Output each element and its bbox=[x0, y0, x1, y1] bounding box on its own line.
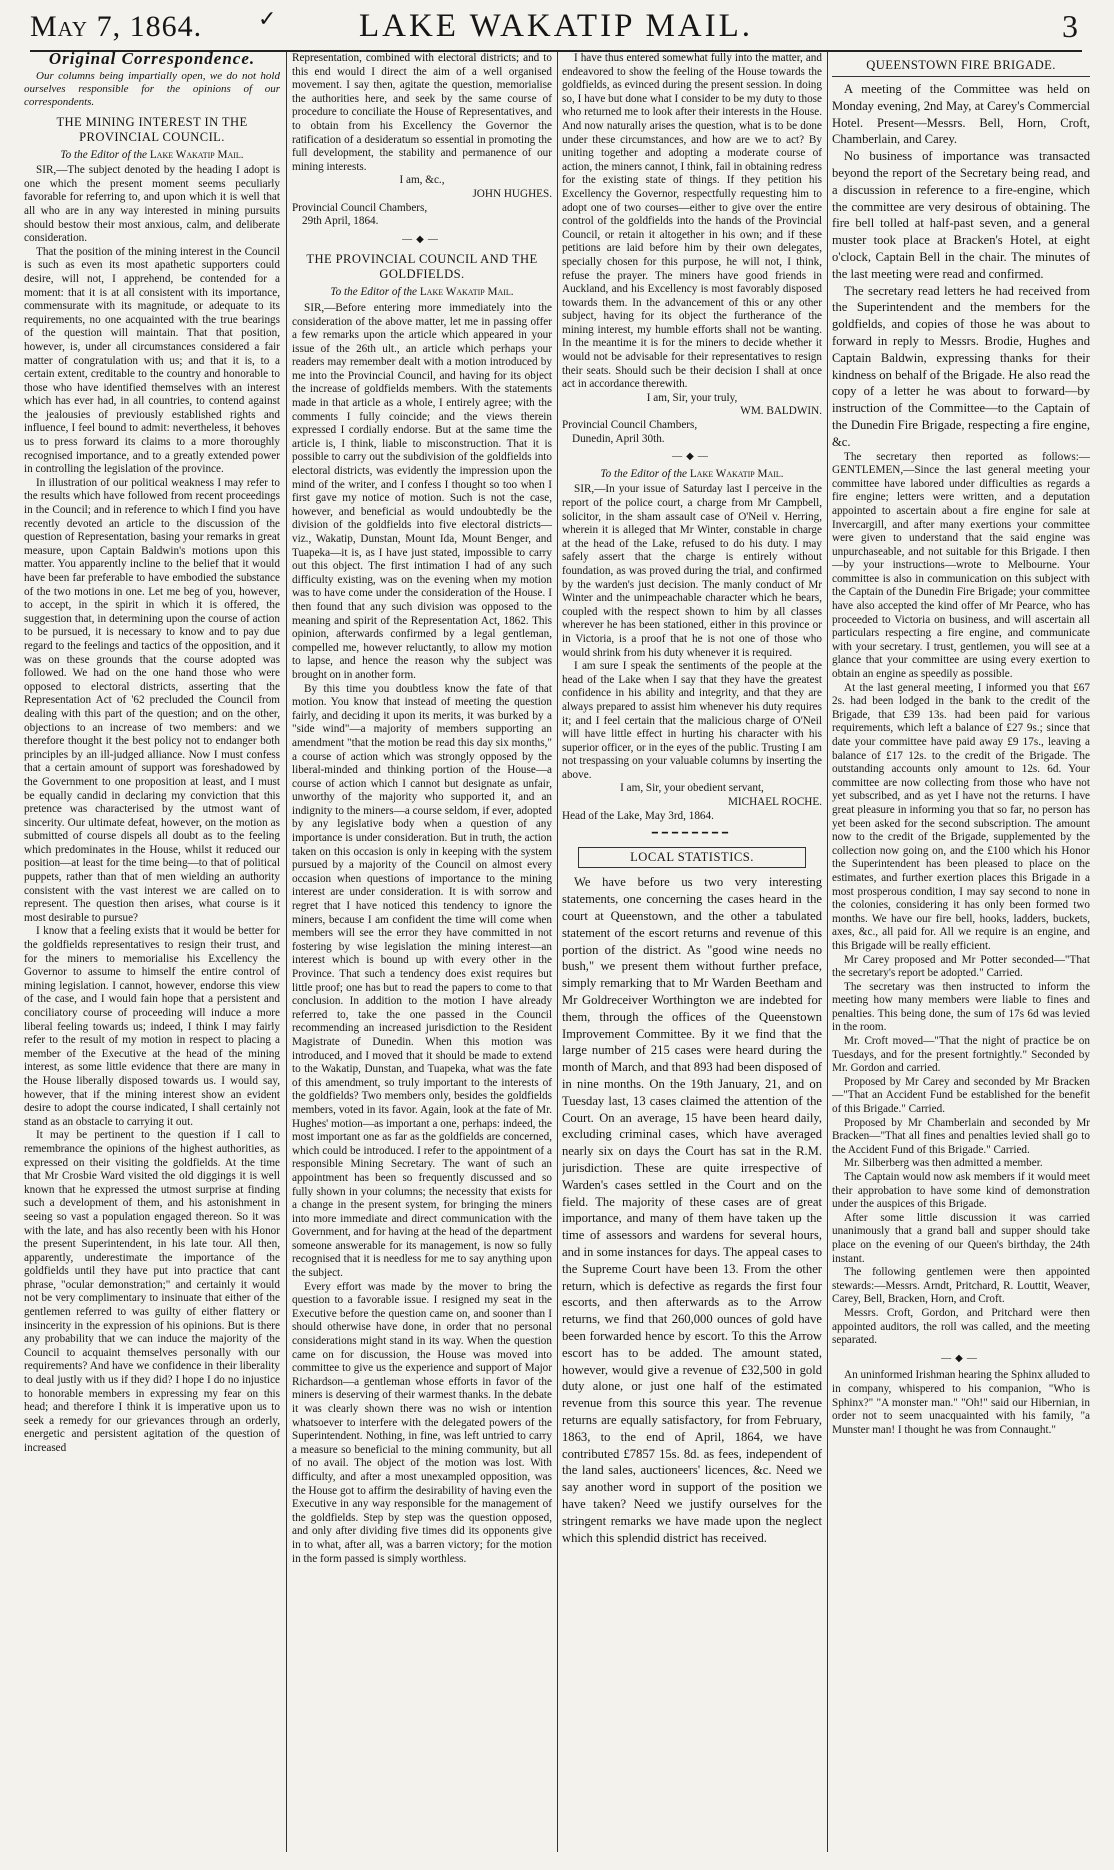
article-title: LOCAL STATISTICS. bbox=[578, 847, 806, 869]
letter-closing: I am, &c., bbox=[399, 174, 445, 187]
column-rule bbox=[286, 52, 287, 1852]
article-paragraph: SIR,—In your issue of Saturday last I perceive in the report of the police court, a charge from Mr Campbell, solicitor, in the sham assault case of O'Neil v. Herring, wherein it is alleged that Mr Winter, constable in charge at the head of the Lake, refused to do his duty. I may safely assert that the charge is entirely without foundation, as was proved during the trial, and confirmed by the warden's just decision. The manly conduct of Mr Winter and the unimpeachable character which he bears, coupled with the respect shown to him by all classes wherever he has been stationed, either in this province or in Victoria, is a proof that he is not one of those who would shrink from his duty whenever it is required. bbox=[562, 483, 822, 659]
divider: —◆— bbox=[941, 1352, 981, 1364]
article-title: THE MINING INTEREST IN THE PROVINCIAL COUNCIL. bbox=[56, 114, 248, 144]
article-paragraph: Mr. Silberberg was then admitted a member. bbox=[844, 1157, 1043, 1170]
to-editor-text: To the Editor of the bbox=[600, 467, 688, 480]
article-paragraph: I know that a feeling exists that it would be better for the goldfields representatives to resign their trust, and for the miners to memorialise his Excellency the Governor to assume to himself the entire control of mining legislation. I cannot, however, endorse this view of the case, and I would fain hope that a persistent and conciliatory course of proceeding will induce a more liberal feeling towards us; indeed, I think I may fairly refer to the result of my motion in respect to placing a member of the Executive at the head of the mining interest, as some little evidence that there are many in the House liberally disposed towards us. I would say, however, that if the mining interest show an evident desire to adopt the course indicated, I shall certainly not stand as an obstacle to carrying it out. bbox=[24, 925, 280, 1128]
divider: ━━━━━━━━ bbox=[651, 828, 733, 840]
article-paragraph: Proposed by Mr Carey and seconded by Mr Bracken—"That an Accident Fund be established for the benefit of this Brigade." Carried. bbox=[832, 1075, 1090, 1116]
article-paragraph: The secretary then reported as follows:—GENTLEMEN,—Since the last general meeting your committee have labored under difficulties as regards a fire engine; letters were written, and a deputation appointed to ascertain about a fire engine for sale at Invercargill, and after many exertions your committee were given to understand that the said engine was unpurchaseable, and not suitable for this Brigade. I then—by your instructions—wrote to Melbourne. Your committee is also in communication on this subject with the Captain of the Dunedin Fire Brigade; your committee have also accepted the kind offer of Mr Pearce, who has proceeded to Victoria on business, and will ascertain all particulars respecting a fire engine, and communicate with your secretary. I trust, gentlemen, you will see at a glance that your committee are using every exertion to obtain an engine as speedily as possible. bbox=[832, 450, 1090, 681]
article-paragraph: No business of importance was transacted beyond the report of the Secretary being read, and a discussion in reference to a fire-engine, which the committee are very desirous of obtaining. The fire bell tolled at half-past seven, and a general muster took place at Bracken's Hotel, at eight o'clock, Captain Bell in the chair. The minutes of the last meeting were read and confirmed. bbox=[832, 149, 1090, 281]
article-paragraph: A meeting of the Committee was held on Monday evening, 2nd May, at Carey's Commercial Hotel. Present—Messrs. Bell, Horn, Croft, Chamberlain, and Carey. bbox=[832, 82, 1090, 147]
letter-signature: MICHAEL ROCHE. bbox=[727, 796, 822, 809]
article-body bbox=[832, 81, 1090, 1348]
to-editor-text: To the Editor of the bbox=[60, 148, 148, 161]
article-body bbox=[24, 164, 280, 1455]
letter-date: 29th April, 1864. bbox=[302, 215, 379, 228]
page-number: 3 bbox=[1062, 8, 1078, 44]
column-rule bbox=[827, 52, 828, 1852]
editorial-disclaimer: Our columns being impartially open, we do not hold ourselves responsible for the opinions of our correspondents. bbox=[24, 69, 280, 108]
masthead bbox=[30, 6, 1082, 52]
article-continuation: Representation, combined with electoral districts; and to this end would I direct the aim of a well organised movement. I say then, agitate the question, memorialise the authorities here, and seek by the same course of procedure to conciliate the House of Representatives, and to obtain from his Excellency the Governor the ratification of a desideratum so essential in promoting the full development, the stability and permanence of our mining interests. bbox=[292, 52, 552, 173]
column-1 bbox=[24, 52, 280, 1852]
article-paragraph: Proposed by Mr Chamberlain and seconded by Mr Bracken—"That all fines and penalties levied shall go to the Accident Fund of this Brigade." Carried. bbox=[832, 1116, 1090, 1156]
newspaper-title: LAKE WAKATIP MAIL. bbox=[358, 8, 754, 44]
article-paragraph: The secretary read letters he had received from the Superintendent and the members for the goldfields, and copies of those he was about to forward in reply to Messrs. Brodie, Hughes and Captain Baldwin, expressing thanks for their kindness on behalf of the Brigade. He also read the copy of a letter he was about to forward—by instruction of the Committee—to the Captain of the Dunedin Fire Brigade, respecting a fire engine, &c. bbox=[832, 283, 1090, 449]
article-paragraph: Every effort was made by the mover to bring the question to a favorable issue. I resigned my seat in the Executive before the question came on, and sooner than I should otherwise have done, in order that no personal considerations might stand in its way. When the question came on for discussion, the House was moved into committee to give us the experience and support of Major Richardson—a gentleman whose efforts in favor of the miners is deserving of their warmest thanks. In the debate it was clearly shown there was no wish or intention whatsoever to interfere with the delegated powers of the Superintendent. Nothing, in fine, was left untried to carry a measure so beneficial to the mining community, but all of no avail. The object of the motion was lost. With difficulty, and after a most unexampled opposition, was the House got to affirm the desirability of having even the Executive in any way responsible for the management of the goldfields. Step by step was the question opposed, and only after dividing five times did its opponents give in to what, after all, was a barren victory; for the motion in the form passed is simply worthless. bbox=[292, 1280, 552, 1565]
letter-place: Provincial Council Chambers, bbox=[292, 201, 428, 214]
article-title: QUEENSTOWN FIRE BRIGADE. bbox=[832, 58, 1090, 77]
column-3 bbox=[562, 52, 822, 1852]
article-title: THE PROVINCIAL COUNCIL AND THE GOLDFIELDS. bbox=[306, 252, 538, 282]
ink-mark: ✓ bbox=[258, 6, 277, 31]
column-4 bbox=[832, 52, 1090, 1852]
divider: —◆— bbox=[672, 451, 712, 463]
letter-signature: WM. BALDWIN. bbox=[740, 405, 822, 418]
article-paragraph: Mr. Croft moved—"That the night of practice be on Tuesdays, and for the present fortnightly." Seconded by Mr. Gordon and carried. bbox=[832, 1035, 1090, 1075]
article-paragraph: That the position of the mining interest in the Council is such as even its most apathetic supporters could desire, will not, I apprehend, be contended for a moment: that it is at all consistent with its importance, commensurate with its magnitude, or adequate to its requirements, no one acquainted with the true bearings of the question will maintain. That that position, however, is, under all circumstances considered a fair matter of congratulation with us; and that it is, to a certain extent, creditable to the country and honorable to those who have identified themselves with an interest which has ever had, in all countries, to contend against the jealousies of previously established rights and influence, I feel bound to admit: nevertheless, it behoves us to press forward its claims to a more thoroughly recognised importance, and to a greatly extended power in controlling the legislation of the province. bbox=[24, 245, 280, 476]
paper-name: Lake Wakatip Mail. bbox=[419, 286, 514, 299]
editor-salutation bbox=[562, 468, 822, 482]
letter-signature: JOHN HUGHES. bbox=[472, 187, 552, 200]
article-paragraph: SIR,—The subject denoted by the heading I adopt is one which the present moment seems peculiarly favorable for referring to, and upon which it is well that all who are in any way interested in mining pursuits should bestow their most anxious, calm, and deliberate consideration. bbox=[24, 164, 280, 245]
article-paragraph: By this time you doubtless know the fate of that motion. You know that instead of meeting the question fairly, and deciding it upon its merits, it was burked by a "side wind"—a majority of members supporting an amendment "that the motion be read this day six months," a course of action which was strongly opposed by the liberal-minded and thinking portion of the House—a course of action which I cannot but designate as unfair, unworthy of the majority who supported it, and an indignity to the miners—a course seldom, if ever, adopted by any legislative body when a question of any importance is under consideration. But in truth, the action taken on this occasion is only in keeping with the system pursued by a majority of the Council on almost every occasion when questions of importance to the mining interest are under consideration. It is with sorrow and regret that I have noticed this tendency to ignore the miners, because I am confident the time will come when members will see the error they have committed in not fostering by wise legislation the mining interest—an interest which is bound up with every other in the Province. That such a tendency does exist requires but little proof; one has but to read the papers to come to that conclusion. In addition to the motion I have already referred to, take the one passed in the Council recommending an increased jurisdiction to the Resident Magistrate of Dunedin. When this motion was introduced, and I moved that it should be made to extend to the Wakatip, Dunstan, and Tuapeka, what was the fate of this amendment, so truly important to the interests of the goldfields? Two members only, besides the goldfields members, voted in its favor. Again, look at the fate of Mr. Hughes' motion—as important a one, perhaps: indeed, the most important one as far as the goldfields are concerned, which could be introduced. I refer to the appointment of a responsible Mining Secretary. The want of such an appointment has been so frequently discussed and so fully shown in your columns; the necessity that exists for a change in the present system, for bringing the miners into more immediate and direct communication with the Government, and for having at the head of the department someone answerable for its management, is now so fully recognised that it is needless for me to say anything upon the subject. bbox=[292, 682, 552, 1280]
paper-name: Lake Wakatip Mail. bbox=[689, 467, 784, 480]
anecdote-paragraph: An uninformed Irishman hearing the Sphinx alluded to in company, whispered to his companion, "Who is Sphinx?" "A monster man." "Oh!" said our Hibernian, in order not to seem unacquainted with his family, "a Munster man! I thought he was from Connaught." bbox=[832, 1369, 1090, 1436]
letter-place: Provincial Council Chambers, bbox=[562, 419, 698, 432]
article-paragraph: SIR,—Before entering more immediately into the consideration of the above matter, let me in passing offer a few remarks upon the article which appeared in your issue of the 26th ult., an article which perhaps your readers may remember dealt with a motion introduced by me into the Provincial Council, and having for its object the increase of goldfields members. With the statements made in that article as a whole, I entirely agree; with the comments I fully coincide; and the views therein expressed I cordially endorse. But at the same time the article is, I think, liable to misconstruction. That it is possible to carry out the subdivision of the goldfields into electoral districts, was evidently the impression upon the mind of the writer, and I confess I thought so too when I first gave my notice of motion. Such is not the case, however, and beneficial as would undoubtedly be the division of the goldfields into five electoral districts—viz., Wakatip, Dunstan, Mount Ida, Mount Benger, and Tuapeka—it is, as I have just stated, impossible to carry out this object. The first intimation I had of any such difficulty existing, was on the evening when my motion was to have come under the consideration of the House. I then found that any such division was opposed to the meaning and spirit of the Representation Act, 1862. This opinion, afterwards confirmed by a legal gentleman, compelled me, however reluctantly, to allow my motion to lapse, and hence the reason why the subject was brought on in another form. bbox=[292, 301, 552, 681]
article-paragraph: I have thus entered somewhat fully into the matter, and endeavored to show the feeling of the House towards the goldfields, as evinced during the present session. In doing so, I have but done what I consider to be my duty to those who returned me to look after their interests in the House. And now naturally arises the question, what is to be done under these circumstances, and how are we to act? By uniting together and adopting a moderate course of action, the miners cannot, I think, fail in obtaining redress for the existing state of things. If they petition his Excellency the Governor, respectfully requesting him to adopt one of two courses—either to give over the entire control of the goldfields into the hands of the Provincial Council, or retain it altogether in his own; and if these petitions are laid before him by their own delegates, specially chosen for this purpose, he will not, I think, refuse the prayer. The miners have good friends in Auckland, and his Excellency is most favorably disposed towards them. In the advancement of this or any other subject, having for its object the furtherance of the mining interest, my humble efforts shall not be wanting. In the meantime it is for the miners to decide whether it would not be advisable for their representatives to resign their seats. Should such be their decision I shall at once act in accordance therewith. bbox=[562, 52, 822, 391]
section-title: Original Correspondence. bbox=[48, 52, 256, 68]
column-2 bbox=[292, 52, 552, 1852]
letter-closing: I am, Sir, your truly, bbox=[646, 391, 738, 404]
paper-name: Lake Wakatip Mail. bbox=[149, 148, 244, 161]
article-paragraph: I am sure I speak the sentiments of the people at the head of the Lake when I say that they have the greatest confidence in his ability and integrity, and that they are always prepared to assist him whenever his duty requires it; and I feel certain that the malicious charge of O'Neil will have little effect in hurting his character with his superior officer, or in the eyes of the public. Trusting I am not trespassing on your valuable columns by inserting the above. bbox=[562, 660, 822, 781]
divider: —◆— bbox=[402, 233, 442, 245]
letter-closing: I am, Sir, your obedient servant, bbox=[620, 782, 764, 795]
article-paragraph: It may be pertinent to the question if I call to remembrance the opinions of the highest authorities, as expressed on their visiting the goldfields. At the time that Mr Crosbie Ward visited the old diggings it is well known that he expressed the utmost surprise at finding such a development of them, and his astonishment in seeing so vast a population engaged thereon. So it was with the late, and has also recently been with his Honor the present Superintendent, in his late tour. All then, apparently, underestimate the importance of the goldfields until they have put into practice that cant phrase, "ocular demonstration;" and certainly it would not be very complimentary to insinuate that either of the gentlemen referred to was guilty of either flattery or insincerity in the expression of his opinions. But is there any probability that we can induce the majority of the Council to acquaint themselves personally with our requirements? And have we confidence in their liberality to deal justly with us if they did? I hope I do no injustice to honorable members in expressing my fear on this head; and therefore I think it is imperative upon us to seek a remedy for our grievances through an orderly, energetic and persistent agitation of the question of increased bbox=[24, 1129, 280, 1454]
letter-date: Dunedin, April 30th. bbox=[572, 432, 665, 445]
article-paragraph: We have before us two very interesting statements, one concerning the cases heard in the court at Queenstown, and the other a tabulated statement of the escort returns and revenue of this portion of the district. As "good wine needs no bush," we present them without further preface, simply remarking that to Mr Warden Beetham and Mr Goldreceiver Worthington we are indebted for them, through the offices of the Queenstown Improvement Committee. By it we find that the large number of 215 cases were heard during the month of March, and that 893 had been disposed of in nine months. On the 19th January, 21, and on Tuesday last, 13 cases claimed the attention of the Court. On an average, 15 have been heard daily, excluding criminal cases, which have averaged nearly six on days the Court has sat in the R.M. jurisdiction. These are quite irrespective of Warden's cases settled in the Court and on the field. The majority of these cases are of great importance, and many of them have taken up the time of assessors and wardens for several hours, and in some instances for days. The appeal cases to the Supreme Court have been 13. From the other return, which is defective as regards the first four escorts, and then afterwards as to the Arrow returns, we find that 260,000 ounces of gold have been forwarded hence by escort. To this the Arrow escort has to be added. The amount stated, however, would give a revenue of £32,500 in gold duty alone, or just one half of the estimated revenue from this source this year. The revenue returns are equally satisfactory, for from February, 1863, to the end of April, 1864, we have contributed £7857 15s. 8d. as fees, independent of the land sales, auctioneers' licences, &c. Need we say another word in support of the position we have taken? Need we justify ourselves for the stringent remarks we have made upon the neglect which this splendid district has received. bbox=[562, 875, 822, 1545]
article-paragraph: At the last general meeting, I informed you that £67 2s. had been lodged in the bank to the credit of the Brigade, that £39 13s. had been paid for various requirements, which left a balance of £27 9s.; since that date your committee have paid away £9 17s., leaving a balance of £17 12s. to the credit of the Brigade. The outstanding accounts only amount to 12s. 6d. Your committee are now collecting from those who have not yet subscribed, and as yet I have not the returns. I have great pleasure in informing you that so far, no person has yet been asked for the second subscription. The amount now to the credit of the Brigade, supplemented by the collection now going on, and the £100 which his Honor the Superintendent has been pleased to place on the estimates, and further exertion places this Brigade in a most prosperous condition, I may say second to none in the colonies, considering it has only been formed two months. We have our fire bell, hooks, ladders, buckets, axes, &c., all paid for. All we require is an engine, and this Brigade will be really efficient. bbox=[832, 681, 1090, 952]
article-paragraph: In illustration of our political weakness I may refer to the results which have followed from recent proceedings in the Council; and in reference to which I find you have recently devoted an article to the discussion of the question of Representation, basing your remarks in great measure, upon Captain Baldwin's motions upon this matter. You apparently incline to the belief that it would have been far preferable to have embodied the substance of the two motions in one. Let me beg of you, however, to accept, in the spirit in which it is offered, the suggestion that, in determining upon the course of action to be pursued, it is necessary to know and to pay due regard to the feelings and tactics of the opposition, and it was on these grounds that the course adopted was followed. We had on the one hand those who were opposed to electoral districts, asserting that the Representation Act of '62 precluded the Council from dealing with this part of the question; and on the other, objections to an increase of two members: and we therefore thought it the best policy not to endanger both principles by an ill-judged alliance. Now I must confess that a certain amount of support was foreshadowed by the Government to one proposition at least, and I must be equally candid in declaring my conviction that this pretence was characterised by the utmost want of sincerity. Our ultimate defeat, however, on the motion as submitted of course dispels all doubt as to the feeling which predominates in the House, whilst it reduced our position—at least for the time being—to that of political puppets, rather than that of men wielding an authority consistent with the vast interest we are called on to represent. The question then arises, what course is it most desirable to pursue? bbox=[24, 476, 280, 924]
column-rule bbox=[557, 52, 558, 1852]
article-paragraph: The Captain would now ask members if it would meet their approbation to have some kind of demonstration under the auspices of this Brigade. bbox=[832, 1171, 1090, 1211]
article-paragraph: After some little discussion it was carried unanimously that a grand ball and supper should take place on the evening of our Queen's birthday, the 24th instant. bbox=[832, 1211, 1090, 1265]
issue-date: May 7, 1864. bbox=[30, 10, 203, 43]
article-paragraph: Messrs. Croft, Gordon, and Pritchard were then appointed auditors, the roll was called, and the meeting separated. bbox=[832, 1306, 1090, 1347]
editor-salutation bbox=[292, 286, 552, 300]
to-editor-text: To the Editor of the bbox=[330, 286, 418, 299]
article-body bbox=[292, 302, 552, 1566]
editor-salutation bbox=[24, 149, 280, 163]
article-paragraph: Mr Carey proposed and Mr Potter seconded—"That the secretary's report be adopted." Carried. bbox=[832, 953, 1090, 980]
letter-date: Head of the Lake, May 3rd, 1864. bbox=[562, 809, 714, 822]
article-paragraph: The following gentlemen were then appointed stewards:—Messrs. Arndt, Pritchard, R. Louttit, Weaver, Carey, Bell, Bracken, Horn, and Croft. bbox=[832, 1266, 1090, 1306]
article-paragraph: The secretary was then instructed to inform the meeting how many members were liable to fines and penalties. This being done, the sum of 17s 6d was levied in the room. bbox=[832, 980, 1090, 1034]
